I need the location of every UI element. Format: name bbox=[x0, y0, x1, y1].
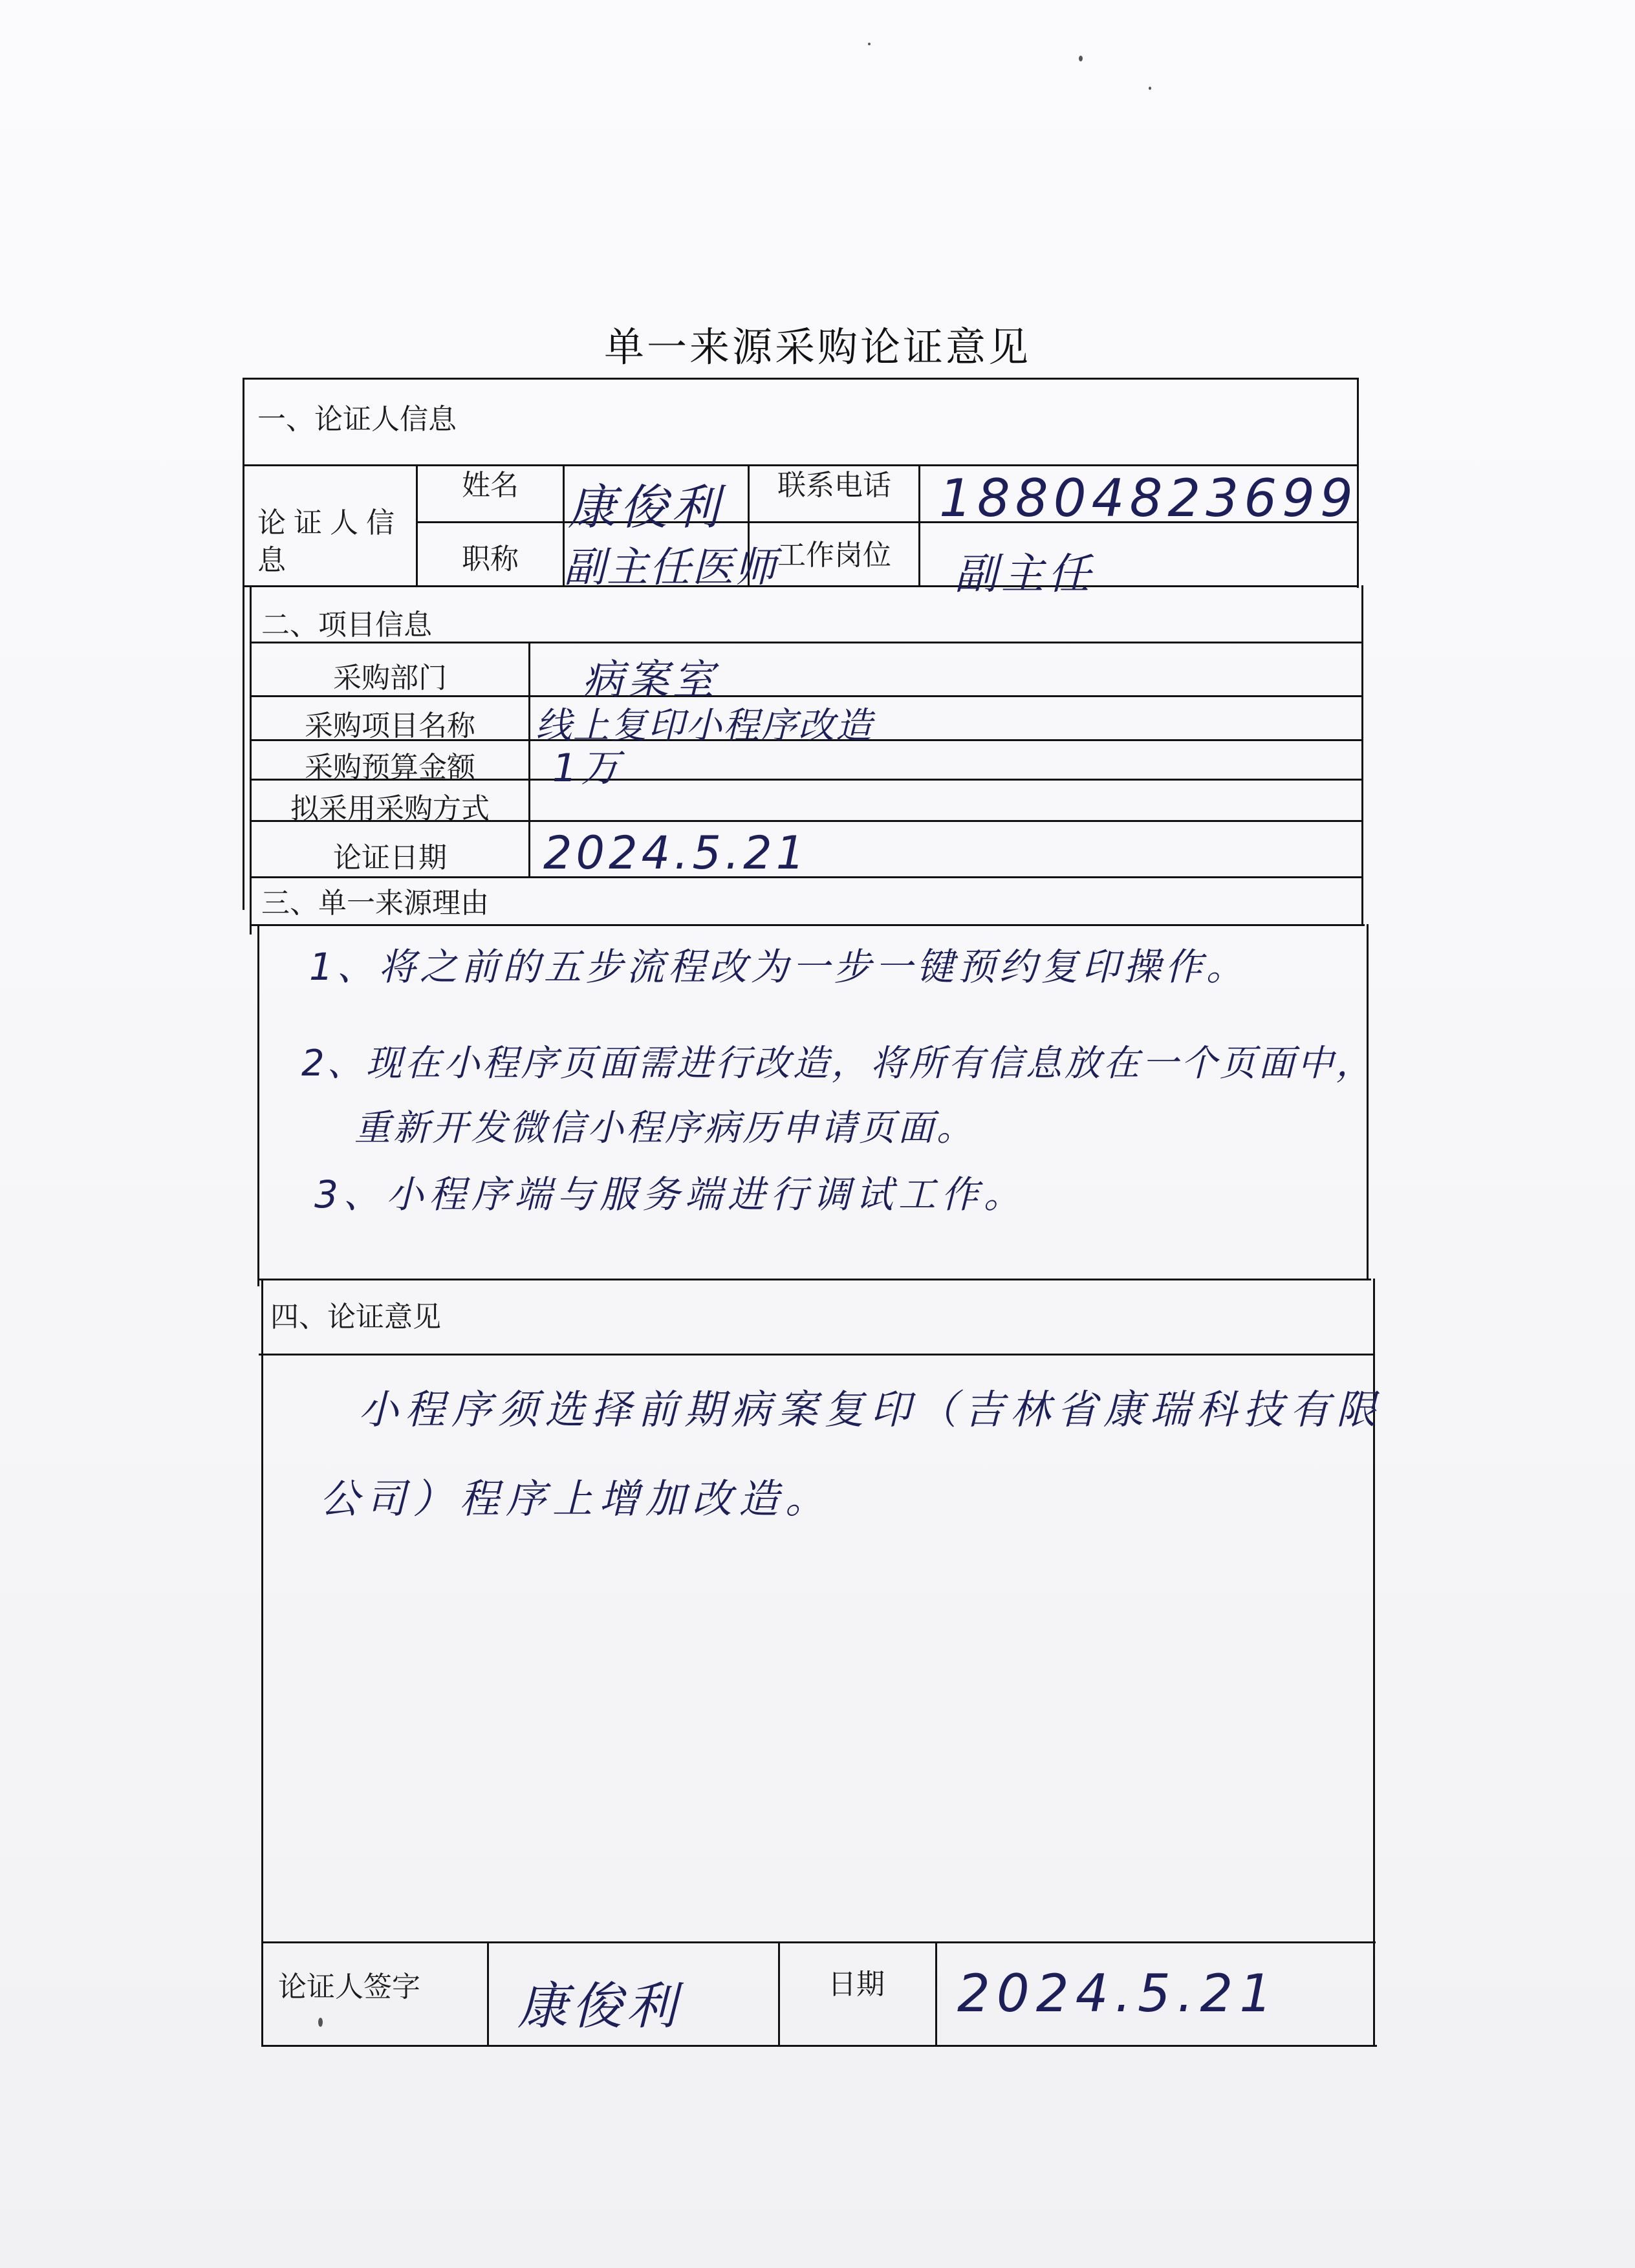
budget-label: 采购预算金额 bbox=[305, 751, 475, 784]
name-value: 康俊利 bbox=[568, 480, 723, 535]
reason-line-4: 3、小程序端与服务端进行调试工作。 bbox=[314, 1172, 1026, 1216]
section2-heading: 二、项目信息 bbox=[261, 609, 432, 642]
document-title: 单一来源采购论证意见 bbox=[603, 323, 1031, 371]
title-label: 职称 bbox=[462, 543, 519, 576]
phone-value: 18804823699 bbox=[939, 468, 1358, 528]
scan-speck bbox=[1149, 87, 1151, 90]
reason-line-3: 重新开发微信小程序病历申请页面。 bbox=[354, 1107, 975, 1149]
procurement-method-label: 拟采用采购方式 bbox=[290, 792, 490, 825]
position-label: 工作岗位 bbox=[777, 539, 891, 572]
verifier-info-label: 论证人信息 bbox=[257, 506, 402, 577]
reason-line-2: 2、现在小程序页面需进行改造，将所有信息放在一个页面中， bbox=[301, 1042, 1375, 1085]
project-name-label: 采购项目名称 bbox=[305, 709, 475, 742]
title-value: 副主任医师 bbox=[564, 544, 777, 592]
section3-heading: 三、单一来源理由 bbox=[261, 887, 489, 920]
scan-speck bbox=[868, 43, 871, 45]
name-label: 姓名 bbox=[462, 469, 519, 502]
scan-speck bbox=[318, 2018, 323, 2027]
review-date-value: 2024.5.21 bbox=[543, 826, 809, 880]
budget-value: 1万 bbox=[552, 746, 624, 791]
opinion-line-1: 小程序须选择前期病案复印（吉林省康瑞科技有限 bbox=[358, 1386, 1383, 1433]
purchase-dept-value: 病案室 bbox=[582, 656, 718, 704]
signature-date-label: 日期 bbox=[828, 1968, 885, 2001]
section4-heading: 四、论证意见 bbox=[270, 1301, 441, 1334]
position-value: 副主任 bbox=[955, 549, 1094, 599]
opinion-line-2: 公司）程序上增加改造。 bbox=[319, 1475, 832, 1522]
phone-label: 联系电话 bbox=[777, 469, 891, 502]
signature-label: 论证人签字 bbox=[278, 1971, 420, 2003]
scan-speck bbox=[1079, 56, 1083, 61]
signature-value: 康俊利 bbox=[517, 1978, 681, 2036]
section1-heading: 一、论证人信息 bbox=[257, 403, 457, 436]
signature-date-value: 2024.5.21 bbox=[957, 1963, 1279, 2024]
reason-line-1: 1、将之前的五步流程改为一步一键预约复印操作。 bbox=[309, 945, 1248, 989]
purchase-dept-label: 采购部门 bbox=[333, 662, 447, 695]
review-date-label: 论证日期 bbox=[333, 841, 447, 874]
project-name-value: 线上复印小程序改造 bbox=[536, 705, 873, 747]
